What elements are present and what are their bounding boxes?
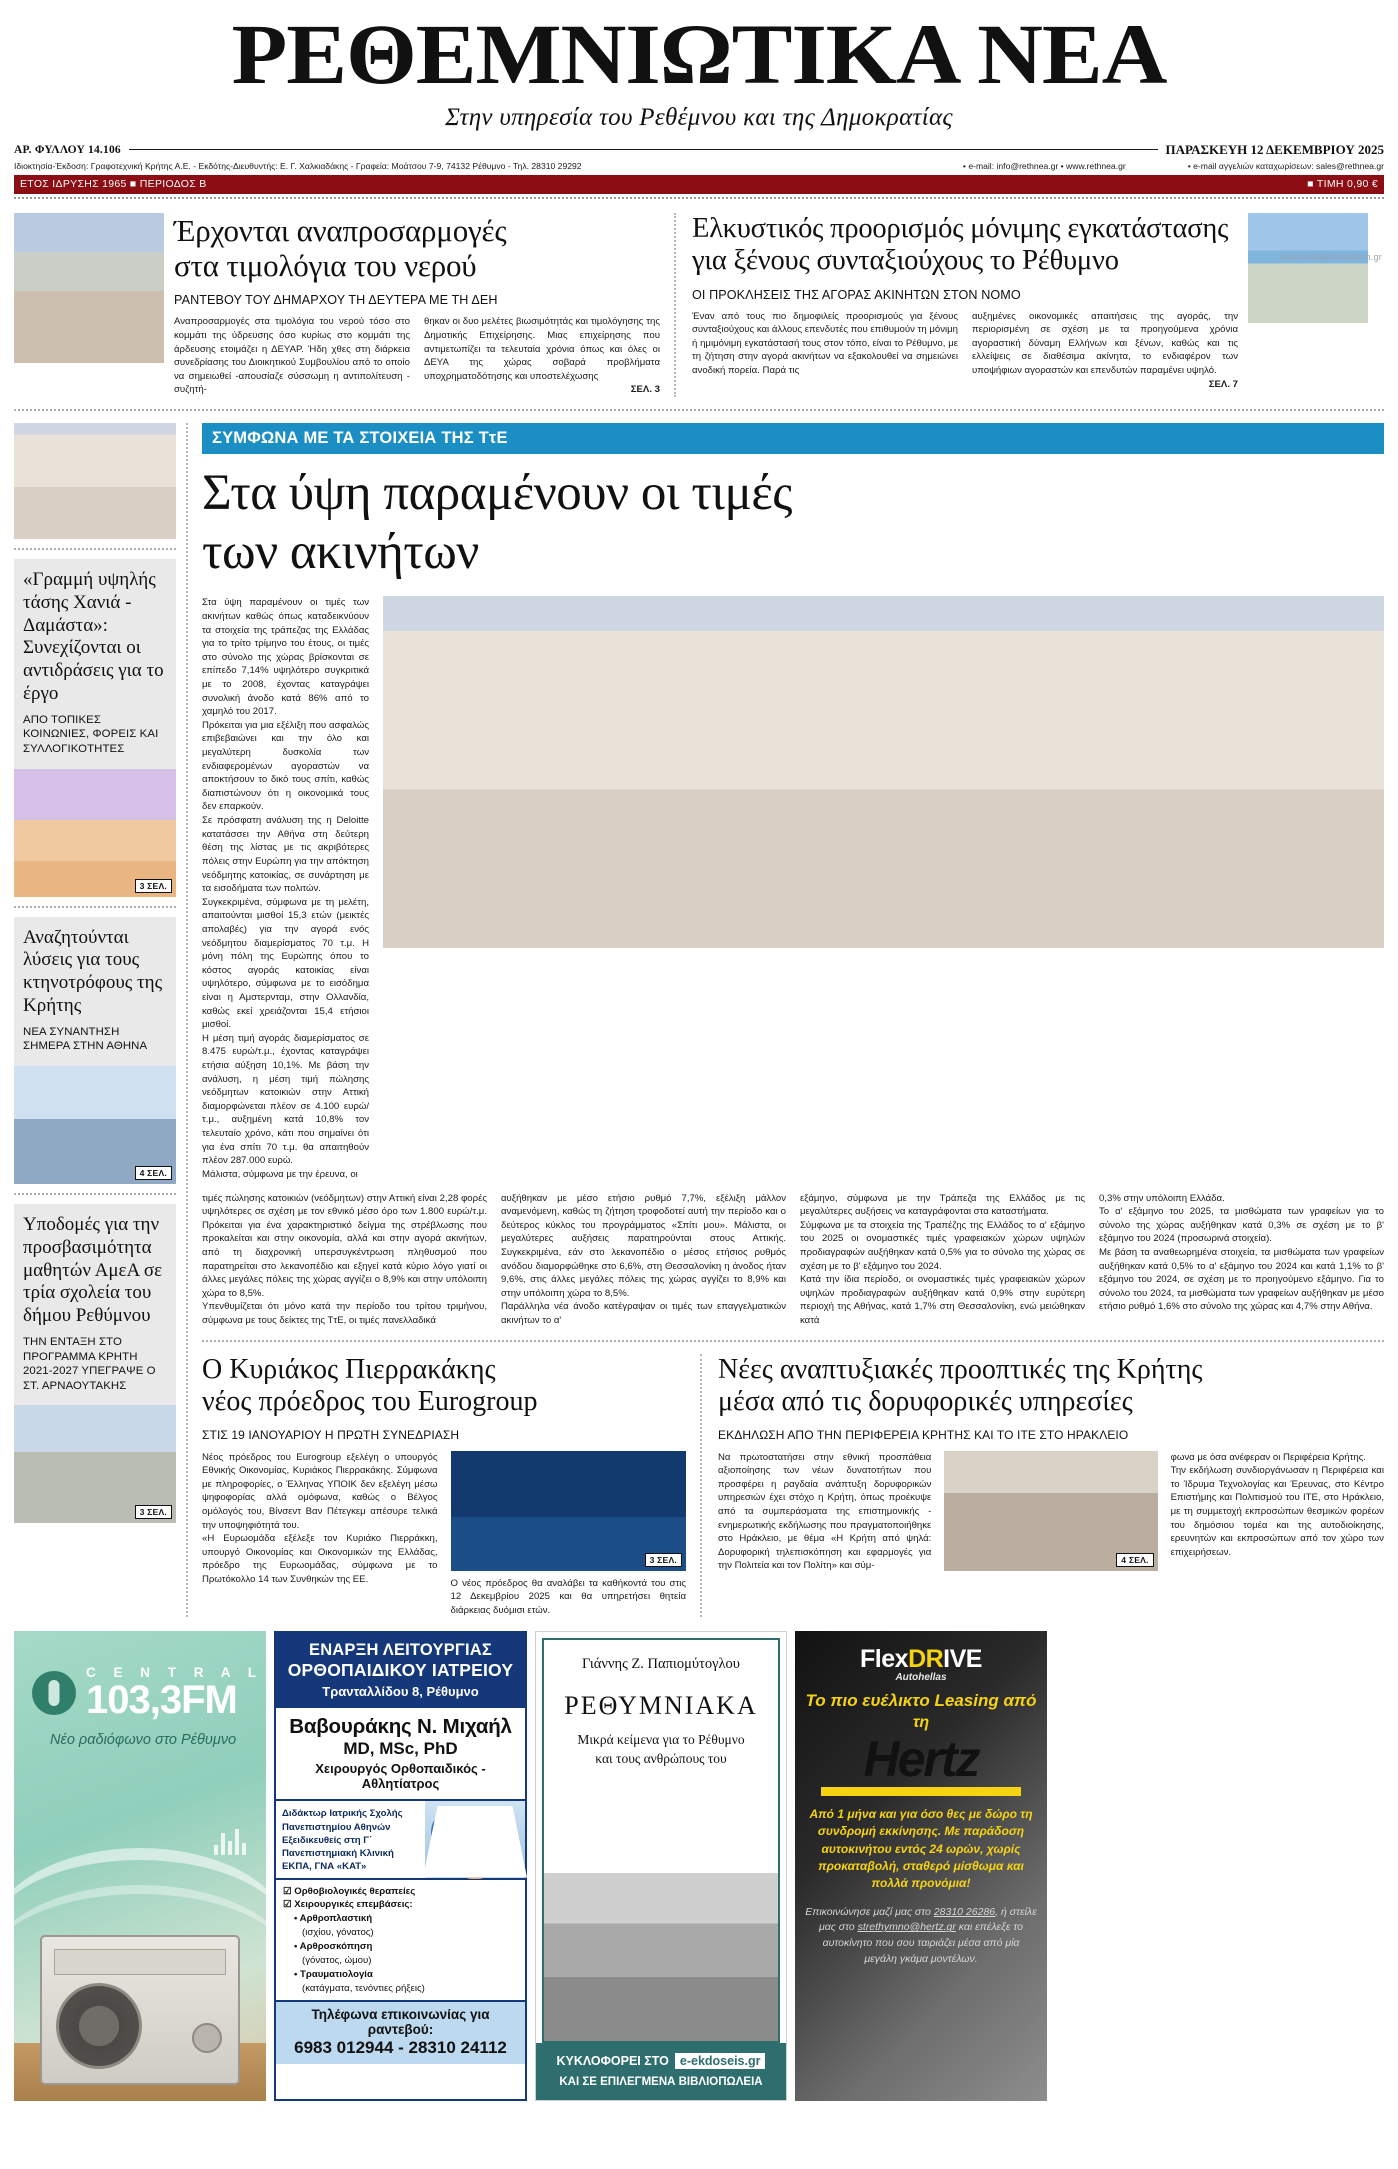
ad-hertz-flexdrive[interactable] [795,1631,1047,2101]
column [174,315,410,397]
service-bullet: • Τραυματιολογία [294,1968,373,1980]
sidebar-page-badge-1[interactable]: 4 ΣΕΛ. [135,1166,172,1180]
newspaper-tagline: Στην υπηρεσία του Ρεθέμνου και της Δημοκρατίας [445,103,953,131]
lead-lower-row [202,1192,1384,1328]
microphone-icon [32,1671,76,1715]
central-header [14,1631,266,1748]
clinic-type-line: ΟΡΘΟΠΑΙΔΙΚΟΥ ΙΑΤΡΕΙΟΥ [287,1660,514,1681]
lead-banner: ΣΥΜΦΩΝΑ ΜΕ ΤΑ ΣΤΟΙΧΕΙΑ ΤΗΣ ΤτΕ [202,423,1384,454]
column [944,1451,1157,1573]
contact-email[interactable]: strethymno@hertz.gr [857,1921,956,1934]
body-paragraph: Αναπροσαρμογές στα τιμολόγια του νερού τόσο στο κομμάτι της ύδρευσης όσο κυρίως στο κομμάτι της άρδευσης ετοιμάζει η ΔΕΥΑΡ. Ήδη χθες στη διάρκεια συνεδρίασης του Διοικητικού Συμβουλίου από το οποίο να σημειωθεί -απουσίαζε σύσσωμη η αντιπολίτευση - συζητή- [174,316,410,396]
autohellas-label: Autohellas [895,1672,947,1684]
headline-line-2: νέος πρόεδρος του Eurogroup [202,1386,538,1418]
sidebar-item-2[interactable] [14,1204,176,1405]
doctor-ad-panel [274,1631,527,2101]
lead-photo [383,596,1384,948]
lower-left-headline [202,1354,686,1419]
central-wordmark: C E N T R A L [86,1665,263,1681]
ekdoseis-link[interactable]: e-ekdoseis.gr [675,2053,766,2069]
lead-column-3 [501,1192,786,1328]
sidebar-photo-0-wrap [14,423,176,539]
lead-bottom-divider [202,1340,1384,1342]
top-left-photo [14,213,164,363]
lead-story [186,423,1384,1617]
phone-label: Τηλέφωνα επικοινωνίας για ραντεβού: [311,2006,490,2037]
contact-email-ads[interactable]: • e-mail αγγελιών καταχωρίσεων: sales@rethnea.gr [1187,160,1384,171]
advertisement-strip [14,1631,1384,2101]
doctor-cv: Διδάκτωρ Ιατρικής Σχολής Πανεπιστημίου Αθηνών Εξειδικευθείς στη Γ΄ Πανεπιστημιακή Κλινική ΕΚΠΑ, ΓΝΑ «ΚΑΤ» [282,1808,403,1873]
doctor-name-block [276,1708,525,1799]
phone-numbers[interactable]: 6983 012944 - 28310 24112 [294,2037,507,2057]
contact-suffix: και επέλεξε το αυτοκίνητο που σου ταιριάζει μέσα από μία μεγάλη γκάμα μοντέλων. [822,1921,1023,1965]
sidebar-photo-0 [14,423,176,539]
section-divider [14,409,1384,411]
sidebar-page-badge-0[interactable]: 3 ΣΕΛ. [135,879,172,893]
top-left-columns [174,315,660,397]
ad-central-fm[interactable] [14,1631,266,2101]
doctor-portrait [425,1801,525,1877]
lower-right-columns [718,1451,1384,1573]
availability-prefix: ΚΥΚΛΟΦΟΡΕΙ ΣΤΟ [556,2054,669,2069]
body-paragraph: Την εκδήλωση συνδιοργάνωσαν η Περιφέρεια και το Ίδρυμα Τεχνολογίας και Έρευνας, στο Κέντρο Επιστήμης και Πολιτισμού του ΙΤΕ, στο Ηράκλειο, με τη συμμετοχή εκπροσώπων θεσμικών φορέων του δημόσιου τομέα και της αυτοδιοίκησης, ερευνητών και εκπροσώπων από τον χώρο των επιχειρήσεων. [1170,1465,1384,1558]
equalizer-icon [214,1829,246,1855]
lead-column-4 [800,1192,1085,1328]
lower-left-story[interactable] [202,1354,700,1618]
hertz-contact [805,1905,1037,1968]
publication-date: ΠΑΡΑΣΚΕΥΗ 12 ΔΕΚΕΜΒΡΙΟΥ 2025 [1165,141,1384,157]
lower-right-headline [718,1354,1384,1419]
service-bullet-sub: (γόνατος, ώμου) [302,1955,372,1967]
body-paragraph: 0,3% στην υπόλοιπη Ελλάδα. [1099,1192,1225,1204]
lower-right-page-badge[interactable]: 4 ΣΕΛ. [1116,1553,1153,1567]
site-watermark: protoselidaefimeridon.gr [1280,252,1382,262]
contact-mid: , ή στείλε μας στο [818,1905,1037,1934]
flexdrive-logo [805,1645,1037,1674]
masthead [14,0,1384,132]
service-label: Χειρουργικές επεμβάσεις: [294,1899,413,1911]
imprint-text: Ιδιοκτησία-Έκδοση: Γραφοτεχνική Κρήτης Α.Ε. - Εκδότης-Διευθυντής: Ε. Γ. Χαλκιαδάκης - Γραφεία: Μοάτσου 7-9, 74132 Ρέθυμνο - Τηλ. 28310 29292 [14,160,582,171]
hertz-tagline: Το πιο ευέλικτο Leasing από [805,1691,1037,1711]
lead-headline [202,464,1384,582]
lower-left-kicker: ΣΤΙΣ 19 ΙΑΝΟΥΑΡΙΟΥ Η ΠΡΩΤΗ ΣΥΝΕΔΡΙΑΣΗ [202,1427,460,1442]
headline-line-1: Νέες αναπτυξιακές προοπτικές της Κρήτης [718,1353,1203,1385]
contact-prefix: Επικοινώνησε μαζί μας στο [805,1905,934,1918]
lower-right-photo [944,1451,1157,1571]
service-bullet: • Αρθροπλαστική [294,1913,373,1925]
headline-line-2: για ξένους συνταξιούχους το Ρέθυμνο [692,245,1119,277]
clinic-contact[interactable] [276,2000,525,2064]
body-paragraph: Υπενθυμίζεται ότι μόνο κατά την περίοδο του τρίτου τριμήνου, σύμφωνα με τους δείκτες της ΤτΕ, οι τιμές πανελλαδικά [202,1301,487,1326]
radio-speaker [56,1983,142,2069]
body-paragraph: Σύμφωνα με τα στοιχεία της Τραπέζης της Ελλάδος το α' εξάμηνο του 2025 οι ονομαστικές τιμές γραφειακών χώρων υψηλών προδιαγραφών αυξήθηκαν κατά 0,5% για το σύνολο της χώρας σε σχέση με το β' εξάμηνο του 2024. [800,1219,1085,1272]
bullet-label: Αρθροσκόπηση [299,1941,373,1953]
clinic-opening-line: ΕΝΑΡΞΗ ΛΕΙΤΟΥΡΓΙΑΣ [308,1641,493,1660]
sidebar-divider [14,1193,176,1195]
doctor-name: Βαβουράκης Ν. Μιχαήλ [289,1715,512,1739]
service-item: ☑ Χειρουργικές επεμβάσεις: [283,1899,413,1911]
body-paragraph: φωνα με όσα ανέφεραν οι Περιφέρεια Κρήτης. [1170,1451,1367,1463]
top-right-story[interactable] [674,213,1368,397]
body-paragraph: Η μέση τιμή αγοράς διαμερίσματος σε 8.475 ευρώ/τ.μ., έχοντας καταγράψει ετήσια αύξηση 10,1%. Με βάση την ανάλυση, η μέση τιμή πώλησης νεόδμητων κατοικιών στην Αττική διαμορφώνεται πλέον σε 4.100 ευρώ/τ.μ., αυξημένη κατά 10,8% τον τελευταίο χρόνο, κάτι που σημαίνει ότι για ένα σπίτι 70 τ.μ. θα απαιτηθούν πλέον 287.000 ευρώ. [202,1032,369,1167]
contact-phone[interactable]: 28310 26286 [933,1905,996,1918]
fm-label: FM [181,1678,237,1723]
top-stories-zone [14,213,1384,397]
lead-column-5 [1099,1192,1384,1328]
ive-text: IVE [943,1645,982,1674]
body-paragraph: Το α' εξάμηνο του 2025, τα μισθώματα των γραφείων για το σύνολο της χώρας αυξήθηκαν κατά 0,3% σε σχέση με το β' εξάμηνο του 2024 (προσωρινά στοιχεία). [1099,1206,1384,1245]
body-paragraph: Μάλιστα, σύμφωνα με την έρευνα, οι [202,1168,358,1180]
column [1171,1451,1384,1573]
headline-line-1: Ελκυστικός προορισμός μόνιμης εγκατάστασης [692,212,1229,244]
doctor-role: Χειρουργός Ορθοπαιδικός - Αθλητίατρος [315,1761,486,1792]
column [451,1451,687,1618]
lower-left-columns [202,1451,686,1618]
headline-line-2: των ακινήτων [202,524,479,581]
headline-line-1: Στα ύψη παραμένουν οι τιμές [202,465,792,521]
radio-dial [54,1949,226,1975]
sidebar [14,423,186,1617]
availability-stores: ΚΑΙ ΣΕ ΕΠΙΛΕΓΜΕΝΑ ΒΙΒΛΙΟΠΩΛΕΙΑ [559,2076,763,2089]
radio-knob [192,2023,222,2053]
service-bullet: • Αρθροσκόπηση [294,1941,373,1953]
service-label: Ορθοβιολογικές θεραπείες [294,1885,416,1897]
central-logo-row [32,1665,266,1723]
founded-bar [14,175,1384,194]
service-item: ☑ Ορθοβιολογικές θεραπείες [283,1885,416,1897]
ad-orthopedic-clinic[interactable] [274,1631,527,2101]
sidebar-item-title: Αναζητούνται λύσεις για τους κτηνοτρόφους της Κρήτης [23,926,163,1016]
sidebar-photo-1-wrap [14,769,176,897]
hertz-offer-text: Από 1 μήνα και για όσο θες με δώρο τη συνδρομή εκκίνησης. Με παράδοση αυτοκινήτου εντός 24 ωρών, χωρίς προκαταβολή, σταθερό μίσθωμα και πολλά προνόμια! [809,1806,1033,1891]
clinic-address: Τρανταλλίδου 8, Ρέθυμνο [322,1684,479,1700]
body-paragraph: τιμές πώλησης κατοικιών (νεόδμητων) στην Αττική είναι 2,28 φορές υψηλότερες σε σχέση με τον εθνικό μέσο όρο των 1.800 ευρώ/τ.μ. Πρόκειται για ένα χαρακτηριστικό δείγμα της στρέβλωσης που προκαλείται και στην οικονομία, αλλά και στην αγορά ακινήτων, από τη διαχρονική υπερσυγκέντρωση πληθυσμού που παρατηρείται στο λεκανοπέδιο και εξηγεί κατά κύριο λόγο γιατί οι άλλες μεγάλες πόλεις της χώρας αγγίζει ο 8,9% και στην υπόλοιπη χώρα το 8,5%. [202,1192,487,1299]
dr-text: DR [908,1645,944,1674]
ad-book-rethymniaka[interactable] [535,1631,787,2101]
lower-right-kicker: ΕΚΔΗΛΩΣΗ ΑΠΟ ΤΗΝ ΠΕΡΙΦΕΡΕΙΑ ΚΡΗΤΗΣ ΚΑΙ ΤΟ ΙΤΕ ΣΤΟ ΗΡΑΚΛΕΙΟ [718,1427,1129,1442]
services-list [276,1878,525,2000]
body-paragraph: Σε πρόσφατη ανάλυση της η Deloitte κατατάσσει την Αθήνα στη δεύτερη θέση της λίστας με τις ακριβότερες πόλεις στην Ευρώπη για την απόκτηση νεόδμητης κατοικίας, σε συνάρτηση με τα εισοδήματα των πολιτών. [202,815,369,895]
sidebar-item-title: Υποδομές για την προσβασιμότητα μαθητών ΑμεΑ σε τρία σχολεία του δήμου Ρεθύμνου [23,1213,163,1327]
photo-caption: Ο νέος πρόεδρος θα αναλάβει τα καθήκοντά του στις 12 Δεκεμβρίου 2025 και θα υπηρετήσει θητεία διάρκειας δυόμισι ετών. [450,1577,686,1616]
top-right-photo [1248,213,1368,323]
sidebar-divider [14,548,176,550]
column [202,1451,438,1618]
headline-line-2: στα τιμολόγια του νερού [174,248,477,284]
central-wordmark-block [86,1665,263,1723]
top-left-headline [174,213,660,284]
lead-top-row [202,596,1384,1181]
body-paragraph: Πρόκειται για μια εξέλιξη που ασφαλώς επιβεβαιώνει και την όλο και μεγαλύτερη δυσκολία των ενδιαφερομένων αγοραστών να αποκτήσουν το δικό τους σπίτι, καθώς διαπιστώνουν ότι η οικονομικά τους δεν επαρκούν. [202,719,369,813]
bullet-label: Τραυματιολογία [300,1968,373,1980]
central-tagline: Νέο ραδιόφωνο στο Ρέθυμνο [50,1732,237,1749]
body-paragraph: Συγκεκριμένα, σύμφωνα με τη μελέτη, απαιτούνται μισθοί 15,3 ετών (μεικτές απολαβές) για την αγορά ενός νεόδμητου διαμερίσματος 70 τ.μ. Η μόνη πόλη της Ευρώπης όπου το κόστος αγοράς κατοικίας είναι υψηλότερο, σύμφωνα με το εισόδημα είναι η Αμστερνταμ, στην Ολλανδία, καθώς εκεί χρειάζονται 15,4 ετήσιοι μισθοί. [202,896,369,1031]
main-zone [14,423,1384,1617]
lower-right-story[interactable] [700,1354,1384,1618]
portrait-coat [423,1806,527,1878]
body-paragraph: Κατά την ίδια περίοδο, οι ονομαστικές τιμές γραφειακών χώρων υψηλών προδιαγραφών αυξήθηκαν κατά 0,9% στην ευρύτερη περιοχή της Αθήνας, κατά 1,7% στη Θεσσαλονίκη, ενώ μειώθηκαν κατά [800,1274,1085,1326]
sidebar-page-badge-2[interactable]: 3 ΣΕΛ. [135,1505,172,1519]
sidebar-item-kicker: ΤΗΝ ΕΝΤΑΞΗ ΣΤΟ ΠΡΟΓΡΑΜΜΑ ΚΡΗΤΗ 2021-2027 ΥΠΕΓΡΑΨΕ Ο ΣΤ. ΑΡΝΑΟΥΤΑΚΗΣ [23,1335,156,1392]
body-paragraph: αυξημένες οικονομικές απαιτήσεις της αγοράς, την περιορισμένη σε σχέση με τα προηγούμενα χρόνια αγοραστική δύναμη Ελλήνων και ξένων, καθώς και τις ελλείψεις σε διαθέσιμα ακίνητα, το ενδιαφέρον των υποψήφιων αγοραστών και επενδυτών παραμένει υψηλό. [972,310,1238,377]
body-paragraph: Να πρωτοστατήσει στην εθνική προσπάθεια αξιοποίησης των νέων δυνατοτήτων που προσφέρει η ραγδαία ανάπτυξη δορυφορικών υπηρεσιών έχει στόχο η Κρήτη, όπως προέκυψε από τα συμπεράσματα της επιστημονικής - ενημερωτικής εκδήλωσης που πραγματοποιήθηκε στο Ηράκλειο, με θέμα «Η Κρήτη από ψηλά: Δορυφορική τηλεπισκόπηση και εφαρμογές για την Πολιτεία και τον Πολίτη» και σύμ- [718,1451,932,1572]
sidebar-item-0[interactable] [14,559,176,769]
column [424,315,660,397]
doctor-degrees: MD, MSc, PhD [343,1739,458,1759]
book-availability [536,2043,786,2100]
column [718,1451,931,1573]
top-right-kicker: ΟΙ ΠΡΟΚΛΗΣΕΙΣ ΤΗΣ ΑΓΟΡΑΣ ΑΚΙΝΗΤΩΝ ΣΤΟΝ ΝΟΜΟ [692,287,1021,302]
hertz-wordmark: Hertz [863,1730,979,1787]
book-author: Γιάννης Ζ. Παπιομύτογλου [582,1656,740,1673]
sidebar-item-kicker: ΝΕΑ ΣΥΝΑΝΤΗΣΗ ΣΗΜΕΡΑ ΣΤΗΝ ΑΘΗΝΑ [23,1025,148,1053]
clinic-header [276,1633,525,1708]
body-paragraph: θηκαν οι δυο μελέτες βιωσιμότητάς και τιμολόγησης της Δημοτικής Επιχείρησης. Μιας επιχείρησης που αντιμετωπίζει τα τελευταία χρόνια όπως και όλες οι ΔΕΥΑ της χώρας σοβαρά προβλήματα υποχρηματοδότησης και υποστελέχωσης [424,316,660,382]
lower-stories-zone [202,1354,1384,1618]
body-paragraph: αυξήθηκαν με μέσο ετήσιο ρυθμό 7,7%, εξέλιξη μάλλον αναμενόμενη, καθώς τη ζήτηση τροφοδοτεί αυτή την περίοδο και ο δεύτερος κύκλος του προγράμματος «Σπίτι μου». Μάλιστα, οι μεγαλύτερες αυξήσεις παρατηρούνται στους Αττικής. Συγκεκριμένα, εάν στο λεκανοπέδιο ο μέσος ετήσιος ρυθμός ανόδου διαμορφώθηκε στο 6,6%, στη Θεσσαλονίκη η άνοδος ήταν 9,6%, στις άλλες μεγάλες πόλεις της χώρας αγγίζει το 8,9% και στην υπόλοιπη χώρα το 8,5%. [501,1192,786,1299]
header-divider [14,197,1384,199]
imprint-row [14,161,1384,171]
flex-text: Flex [860,1645,909,1674]
radio-illustration [40,1935,240,2085]
central-frequency [86,1678,263,1723]
sidebar-photo-2-wrap [14,1066,176,1184]
book-cover-photo [544,1873,778,2041]
subtitle-line-1: Μικρά κείμενα για το Ρέθυμνο [577,1732,745,1748]
doctor-mid-row [276,1799,525,1877]
top-right-headline [692,213,1238,278]
frequency-number: 103,3 [86,1678,182,1723]
hertz-ad-panel [795,1631,1047,2101]
sidebar-item-title: «Γραμμή υψηλής τάσης Χανιά - Δαμάστα»: Συνεχίζονται οι αντιδράσεις για το έργο [23,569,164,704]
newspaper-title: ΡΕΘΕΜΝΙΩΤΙΚΑ ΝΕΑ [231,6,1167,102]
sidebar-divider [14,906,176,908]
body-paragraph: Νέος πρόεδρος του Eurogroup εξελέγη ο υπουργός Εθνικής Οικονομίας, Κυριάκος Πιερρακάκης. Σύμφωνα με πληροφορίες, ο Έλληνας ΥΠΟΙΚ δεν εξελέγη μέσω ψηφοφορίας αλλά ομόφωνα, καθώς ο Βέλγος ομόλογός του, Βίνσεντ Βαν Πέτεγκεμ απέσυρε τελικά την υποψηφιότητά του. [202,1451,438,1531]
headline-line-1: Έρχονται αναπροσαρμογές [174,212,507,248]
body-paragraph: εξάμηνο, σύμφωνα με την Τράπεζα της Ελλάδος με τις μεγαλύτερες αυξήσεις να καταγράφονται στα καταστήματα. [800,1192,1085,1218]
header-rule [129,149,1158,150]
issue-number: ΑΡ. ΦΥΛΛΟΥ 14.106 [14,143,121,156]
page-reference[interactable]: ΣΕΛ. 7 [1208,378,1238,390]
sidebar-photo-1 [14,769,176,897]
top-left-story[interactable] [14,213,674,397]
headline-line-1: Ο Κυριάκος Πιερρακάκης [202,1353,496,1385]
lead-column-1 [202,596,369,1181]
headline-line-2: μέσα από τις δορυφορικές υπηρεσίες [718,1386,1133,1418]
sidebar-item-1[interactable] [14,917,176,1066]
issue-info-row [14,142,1384,158]
subtitle-line-2: και τους ανθρώπους του [595,1750,727,1766]
body-paragraph: Παράλληλα νέα άνοδο κατέγραψαν οι τιμές των επαγγελματικών ακινήτων το α' [501,1301,786,1326]
founded-text: ΕΤΟΣ ΙΔΡΥΣΗΣ 1965 ■ ΠΕΡΙΟΔΟΣ Β [20,178,207,191]
sidebar-item-kicker: ΑΠΟ ΤΟΠΙΚΕΣ ΚΟΙΝΩΝΙΕΣ, ΦΟΡΕΙΣ ΚΑΙ ΣΥΛΛΟΓΙΚΟΤΗΤΕΣ [23,713,159,755]
column [692,310,958,392]
book-title: ΡΕΘΥΜΝΙΑΚΑ [564,1691,758,1721]
book-subtitle [544,1731,778,1767]
top-right-columns [692,310,1238,392]
bullet-label: Αρθροπλαστική [299,1913,373,1925]
sidebar-photo-3-wrap [14,1405,176,1523]
service-bullet-sub: (ισχίου, γόνατος) [302,1927,374,1939]
top-left-kicker: ΡΑΝΤΕΒΟΥ ΤΟΥ ΔΗΜΑΡΧΟΥ ΤΗ ΔΕΥΤΕΡΑ ΜΕ ΤΗ ΔΕΗ [174,293,498,308]
central-fm-panel [14,1631,266,2101]
body-paragraph: Με βάση τα αναθεωρημένα στοιχεία, τα μισθώματα των γραφείων αυξήθηκαν κατά 0,5% το α' εξάμηνο του 2024 και κατά 1,1% το β' εξάμηνο του 2024, σε σχέση με το προηγούμενο εξάμηνο. Για το σύνολο του 2024, τα μισθώματα των γραφείων αυξήθηκαν με μέσο ετήσιο ρυθμό 1,6% στο σύνολο της χώρας και 4,7% στην Αθήνα. [1099,1246,1384,1313]
hertz-tagline-2: τη [912,1713,930,1731]
body-paragraph: «Η Ευρωομάδα εξέλεξε τον Κυριάκο Πιερράκκη, υπουργό Οικονομίας και Οικονομικών της Ελλάδας, πρόεδρο της Ευρωομάδας, σύμφωνα με το Πρωτόκολλο 14 των Συνθηκών της ΕΕ. [202,1533,438,1586]
hertz-underline [821,1787,1021,1796]
lead-column-2 [202,1192,487,1328]
body-paragraph: Έναν από τους πιο δημοφιλείς προορισμούς για ξένους συνταξιούχους και άλλους επενδυτές που επιθυμούν τη μόνιμη ή ημιμόνιμη εγκατάστασή τους στον τόπο, είναι το Ρέθυμνο, με τη ζήτηση στην αγορά ακινήτων να εξακολουθεί να σημειώνει ανοδική πορεία. Παρά τις [692,310,958,377]
body-paragraph: Στα ύψη παραμένουν οι τιμές των ακινήτων καθώς όπως καταδεικνύουν τα στοιχεία της τράπεζας της Ελλάδας για το τρίτο τρίμηνο του έτους, οι τιμές στο σύνολο της χώρας βρίσκονται σε επίπεδο 7,14% υψηλότερο συγκριτικά με το 2008, έχοντας καταγράψει συνολική άνοδο κατά 86% από το χαμηλό του 2017. [202,597,369,718]
contact-email-main[interactable]: • e-mail: info@rethnea.gr • www.rethnea.gr [962,160,1126,171]
price-text: ■ ΤΙΜΗ 0,90 € [1307,178,1378,191]
book-cover [542,1638,780,2043]
column [972,310,1238,392]
service-bullet-sub: (κατάγματα, τενόντιες ρήξεις) [302,1982,425,1994]
lower-left-photo [451,1451,687,1571]
book-ad-panel [535,1631,787,2101]
availability-line [542,2053,780,2069]
lower-left-page-badge[interactable]: 3 ΣΕΛ. [645,1553,682,1567]
page-reference[interactable]: ΣΕΛ. 3 [630,384,660,396]
